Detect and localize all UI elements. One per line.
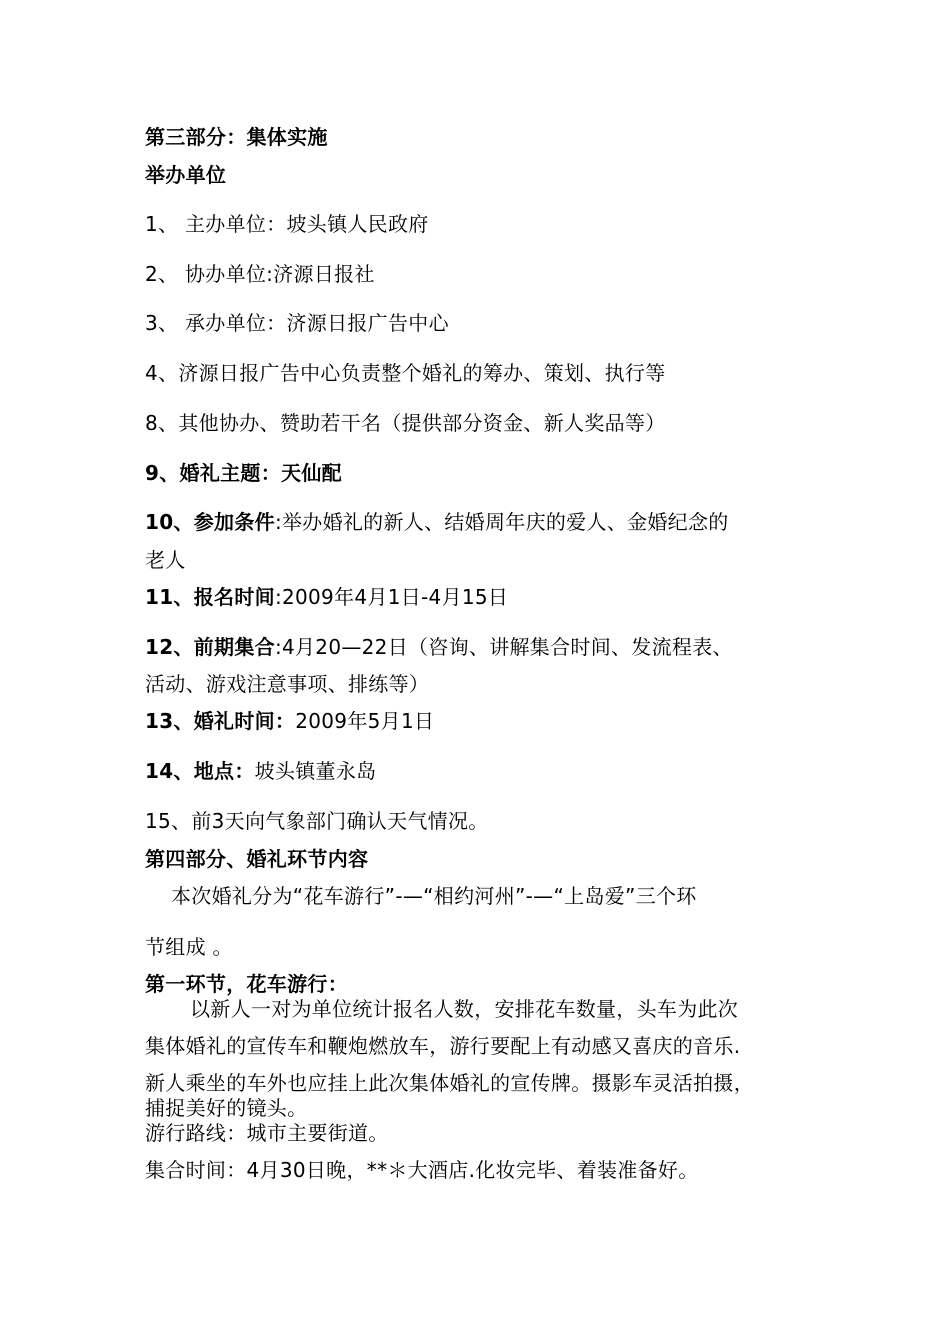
line-text: 15、前3天向气象部门确认天气情况。 xyxy=(145,809,489,833)
line-label: 10、参加条件 xyxy=(145,510,275,534)
line-label: 举办单位 xyxy=(145,163,227,187)
line-label: 第一环节，花车游行： xyxy=(145,972,348,996)
line-text: 3、 承办单位：济源日报广告中心 xyxy=(145,311,449,335)
line-text: 节组成 。 xyxy=(145,935,233,959)
line-label: 11、报名时间 xyxy=(145,585,275,609)
line-text: 捕捉美好的镜头。 xyxy=(145,1096,308,1120)
doc-line xyxy=(145,672,429,696)
line-text: :4月20—22日（咨询、讲解集合时间、发流程表、 xyxy=(274,635,733,659)
doc-line xyxy=(145,361,666,385)
line-label: 12、前期集合 xyxy=(145,635,275,659)
doc-line xyxy=(145,585,508,609)
line-text: :举办婚礼的新人、结婚周年庆的爱人、金婚纪念的 xyxy=(274,510,729,534)
line-label: 13、婚礼时间： xyxy=(145,709,296,733)
line-text: 新人乘坐的车外也应挂上此次集体婚礼的宣传牌。摄影车灵活拍摄， xyxy=(145,1071,754,1095)
doc-line xyxy=(145,709,434,733)
line-text: 游行路线：城市主要街道。 xyxy=(145,1121,389,1145)
doc-line xyxy=(145,809,489,833)
line-text: 本次婚礼分为“花车游行”-—“相约河州”-—“上岛爱”三个环 xyxy=(171,884,697,908)
doc-line xyxy=(145,1071,754,1095)
doc-line xyxy=(171,884,697,908)
line-text: 1、 主办单位：坡头镇人民政府 xyxy=(145,212,429,236)
line-text: 集合时间：4月30日晚，**＊大酒店.化妆完毕、着装准备好。 xyxy=(145,1158,699,1182)
doc-line xyxy=(145,935,233,959)
line-text: 2009年5月1日 xyxy=(295,709,435,733)
doc-line xyxy=(145,311,449,335)
doc-line xyxy=(145,163,226,187)
line-text: 以新人一对为单位统计报名人数，安排花车数量，头车为此次 xyxy=(190,997,739,1021)
doc-line xyxy=(145,759,376,783)
line-text: 集体婚礼的宣传车和鞭炮燃放车，游行要配上有动感又喜庆的音乐. xyxy=(145,1034,741,1058)
doc-line xyxy=(190,997,738,1021)
line-text: 坡头镇董永岛 xyxy=(254,759,377,783)
line-text: 8、其他协办、赞助若干名（提供部分资金、新人奖品等） xyxy=(145,411,666,435)
doc-line xyxy=(145,262,375,286)
doc-line xyxy=(145,125,328,149)
doc-line xyxy=(145,461,342,485)
doc-line xyxy=(145,212,429,236)
doc-line xyxy=(145,1121,389,1145)
line-text: 4、济源日报广告中心负责整个婚礼的筹办、策划、执行等 xyxy=(145,361,666,385)
doc-line xyxy=(145,635,733,659)
doc-line xyxy=(145,510,729,534)
doc-line xyxy=(145,972,348,996)
line-text: 老人 xyxy=(145,548,186,572)
doc-line xyxy=(145,847,368,871)
line-label: 9、婚礼主题：天仙配 xyxy=(145,461,342,485)
line-label: 第三部分：集体实施 xyxy=(145,125,328,149)
line-label: 第四部分、婚礼环节内容 xyxy=(145,847,369,871)
doc-line xyxy=(145,1096,307,1120)
doc-line xyxy=(145,1158,699,1182)
line-text: 活动、游戏注意事项、排练等） xyxy=(145,672,430,696)
doc-line xyxy=(145,411,666,435)
line-label: 14、地点： xyxy=(145,759,255,783)
line-text: 2、 协办单位:济源日报社 xyxy=(145,262,375,286)
doc-line xyxy=(145,1034,740,1058)
doc-line xyxy=(145,548,186,572)
line-text: :2009年4月1日-4月15日 xyxy=(274,585,509,609)
